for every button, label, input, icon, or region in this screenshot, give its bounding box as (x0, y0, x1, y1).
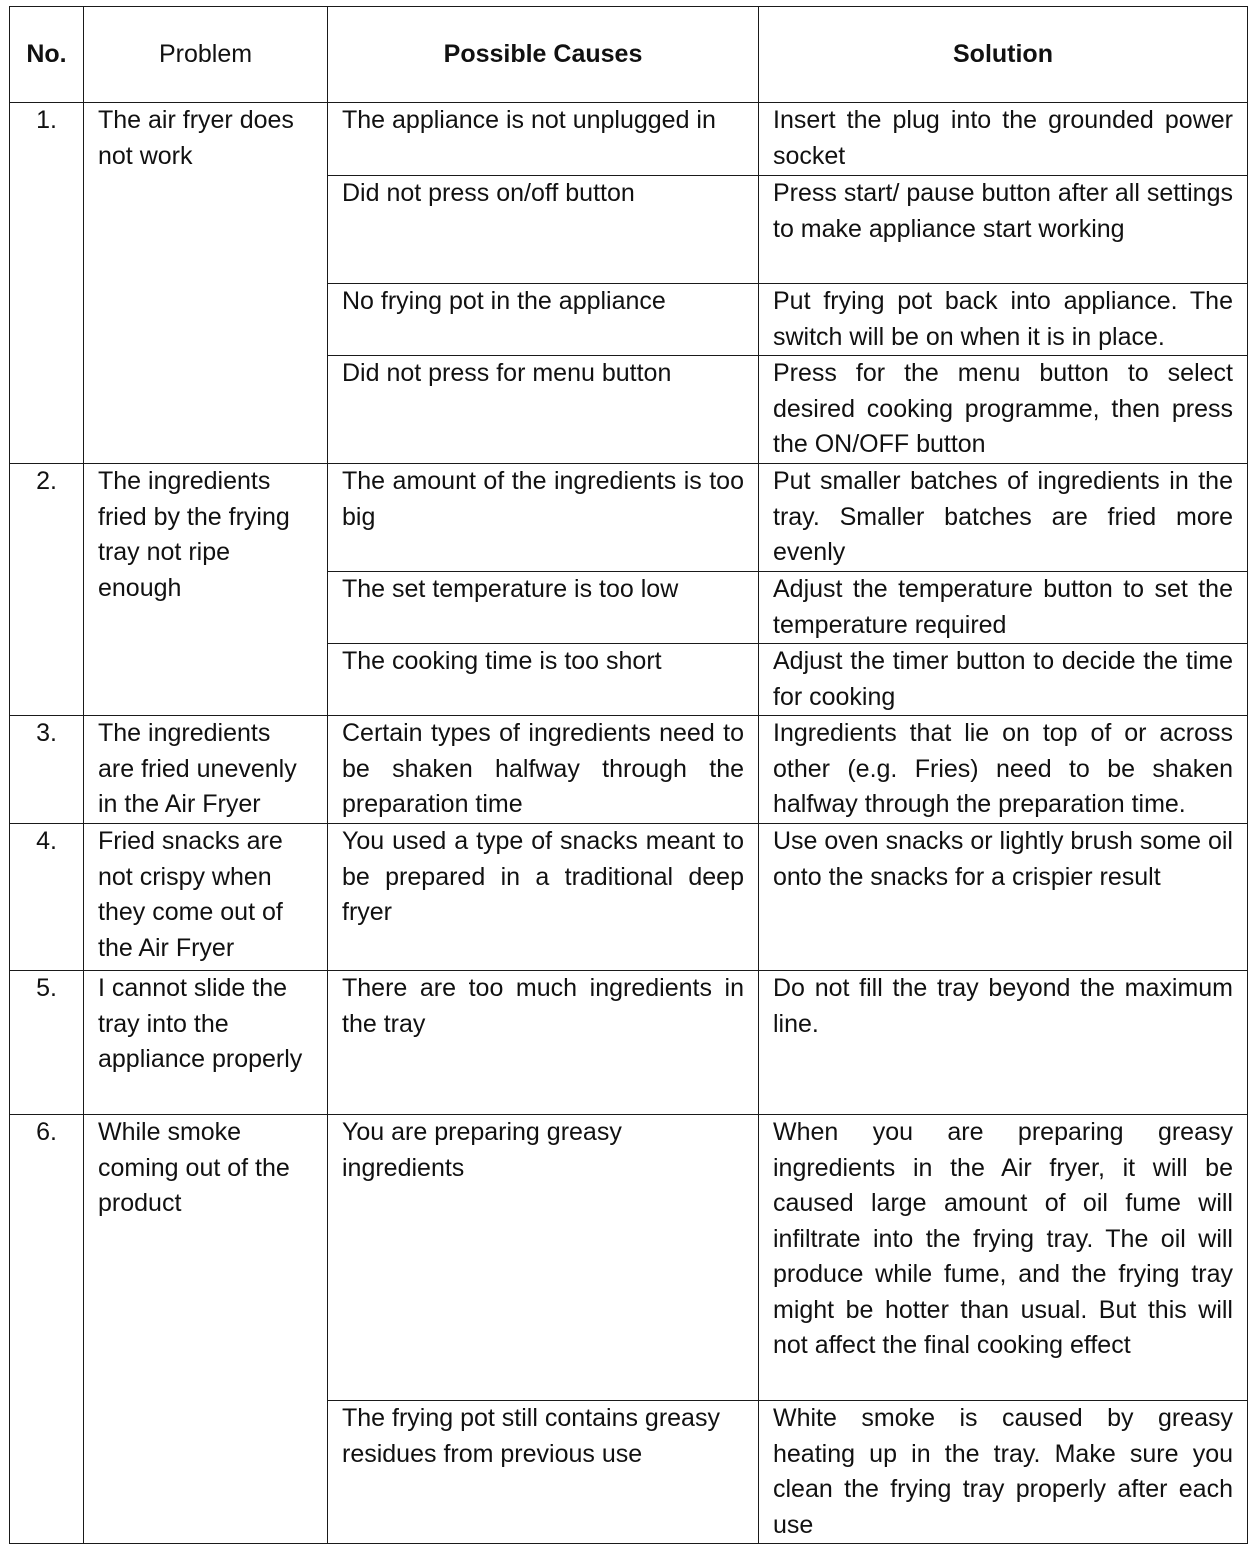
solution-cell: Press for the menu button to select desired cooking programme, then press the ON/OFF button (759, 356, 1248, 464)
solution-cell: White smoke is caused by greasy heating up in the tray. Make sure you clean the frying tray properly after each use (759, 1401, 1248, 1544)
solution-cell: Adjust the temperature button to set the temperature required (759, 572, 1248, 644)
cause-cell: Certain types of ingredients need to be shaken halfway through the preparation time (328, 716, 759, 824)
row-number: 6. (10, 1115, 84, 1544)
problem-cell: The air fryer does not work (84, 103, 328, 464)
cause-cell: The set temperature is too low (328, 572, 759, 644)
cause-cell: The frying pot still contains greasy residues from previous use (328, 1401, 759, 1544)
table-row (10, 716, 1248, 824)
cause-cell: The cooking time is too short (328, 644, 759, 716)
solution-cell: Adjust the timer button to decide the time for cooking (759, 644, 1248, 716)
header-problem: Problem (84, 7, 328, 103)
solution-cell: Press start/ pause button after all settings to make appliance start working (759, 176, 1248, 284)
problem-cell: Fried snacks are not crispy when they come out of the Air Fryer (84, 824, 328, 971)
header-solution: Solution (759, 7, 1248, 103)
row-number: 3. (10, 716, 84, 824)
cause-cell: You are preparing greasy ingredients (328, 1115, 759, 1401)
cause-cell: The amount of the ingredients is too big (328, 464, 759, 572)
solution-cell: When you are preparing greasy ingredients in the Air fryer, it will be caused large amount of oil fume will infiltrate into the frying tray. The oil will produce while fume, and the frying tray might be hotter than usual. But this will not affect the final cooking effect (759, 1115, 1248, 1401)
solution-cell: Use oven snacks or lightly brush some oil onto the snacks for a crispier result (759, 824, 1248, 971)
row-number: 2. (10, 464, 84, 716)
solution-cell: Put frying pot back into appliance. The switch will be on when it is in place. (759, 284, 1248, 356)
header-no: No. (10, 7, 84, 103)
table-row (10, 464, 1248, 572)
cause-cell: There are too much ingredients in the tray (328, 971, 759, 1115)
table-row (10, 971, 1248, 1115)
table-row (10, 103, 1248, 176)
troubleshooting-table (9, 6, 1248, 1544)
row-number: 1. (10, 103, 84, 464)
header-possible-causes: Possible Causes (328, 7, 759, 103)
solution-cell: Put smaller batches of ingredients in the tray. Smaller batches are fried more evenly (759, 464, 1248, 572)
cause-cell: You used a type of snacks meant to be prepared in a traditional deep fryer (328, 824, 759, 971)
cause-cell: Did not press on/off button (328, 176, 759, 284)
header-row (10, 7, 1248, 103)
problem-cell: I cannot slide the tray into the appliance properly (84, 971, 328, 1115)
row-number: 5. (10, 971, 84, 1115)
problem-cell: While smoke coming out of the product (84, 1115, 328, 1544)
cause-cell: No frying pot in the appliance (328, 284, 759, 356)
table-row (10, 1115, 1248, 1401)
solution-cell: Do not fill the tray beyond the maximum line. (759, 971, 1248, 1115)
table-row (10, 824, 1248, 971)
problem-cell: The ingredients fried by the frying tray not ripe enough (84, 464, 328, 716)
cause-cell: Did not press for menu button (328, 356, 759, 464)
problem-cell: The ingredients are fried unevenly in the Air Fryer (84, 716, 328, 824)
row-number: 4. (10, 824, 84, 971)
solution-cell: Insert the plug into the grounded power socket (759, 103, 1248, 176)
cause-cell: The appliance is not unplugged in (328, 103, 759, 176)
solution-cell: Ingredients that lie on top of or across other (e.g. Fries) need to be shaken halfway through the preparation time. (759, 716, 1248, 824)
